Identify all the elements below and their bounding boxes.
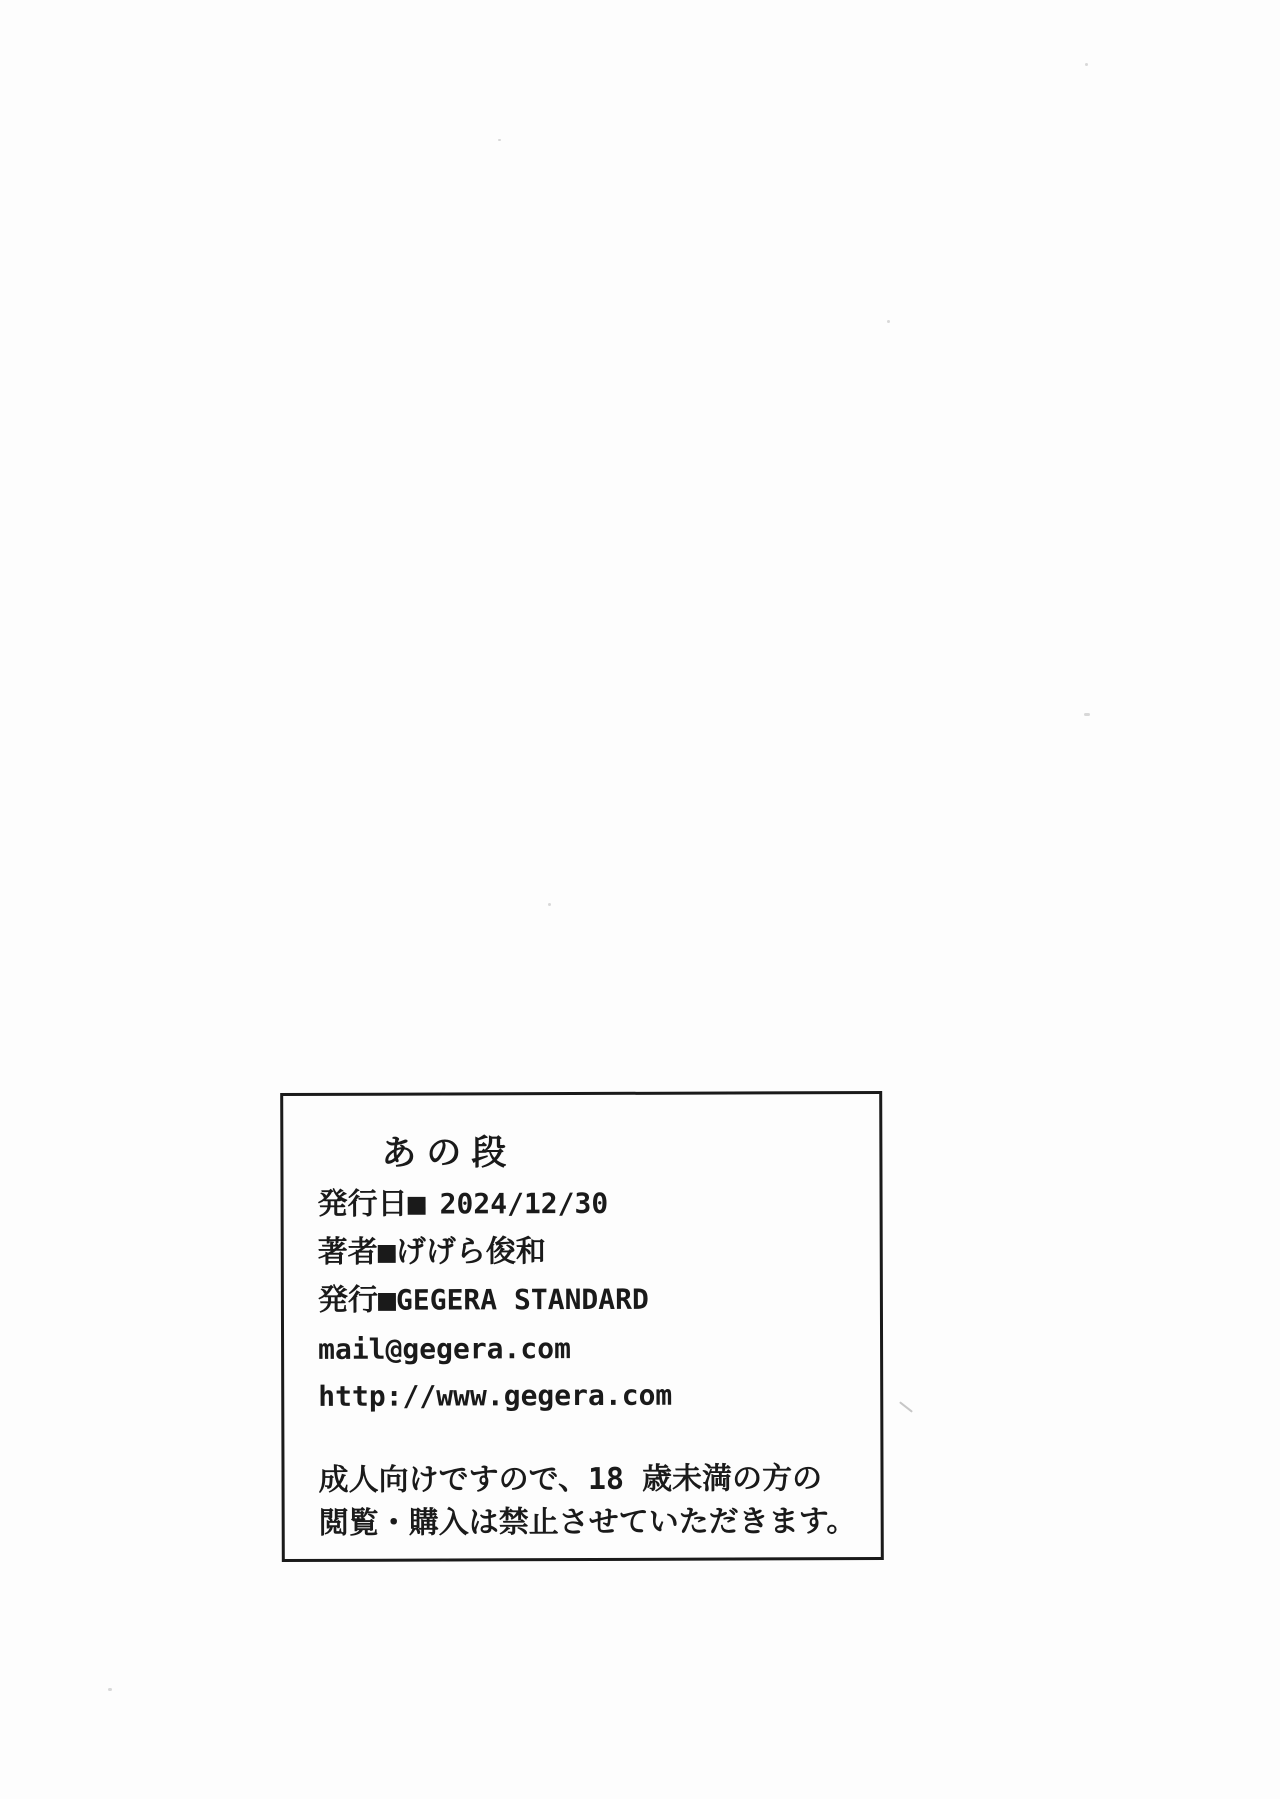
publisher-value: GEGERA STANDARD bbox=[395, 1282, 649, 1317]
scan-speck bbox=[1084, 713, 1090, 716]
publisher-label: 発行■ bbox=[317, 1282, 397, 1318]
publish-date-line bbox=[317, 1186, 609, 1222]
scan-speck bbox=[899, 1401, 913, 1412]
scan-speck bbox=[108, 1688, 112, 1691]
publish-date-label: 発行日■ bbox=[317, 1186, 426, 1222]
email-text: mail@gegera.com bbox=[318, 1332, 572, 1366]
age-notice-line1: 成人向けですので、18 歳未満の方の bbox=[318, 1461, 823, 1498]
scan-speck bbox=[548, 903, 551, 906]
scan-speck bbox=[498, 139, 501, 141]
author-value: げげら俊和 bbox=[395, 1234, 546, 1270]
website-text: http://www.gegera.com bbox=[318, 1378, 673, 1413]
age-notice-line2: 閲覧・購入は禁止させていただきます。 bbox=[318, 1504, 857, 1541]
doujin-title: あの段 bbox=[381, 1133, 517, 1174]
author-line bbox=[317, 1234, 546, 1270]
scan-speck bbox=[1085, 63, 1088, 66]
scan-speck bbox=[887, 320, 890, 323]
author-label: 著者■ bbox=[317, 1234, 396, 1270]
publisher-line bbox=[317, 1282, 649, 1318]
publish-date-value: 2024/12/30 bbox=[439, 1186, 609, 1221]
colophon-box bbox=[280, 1091, 884, 1562]
